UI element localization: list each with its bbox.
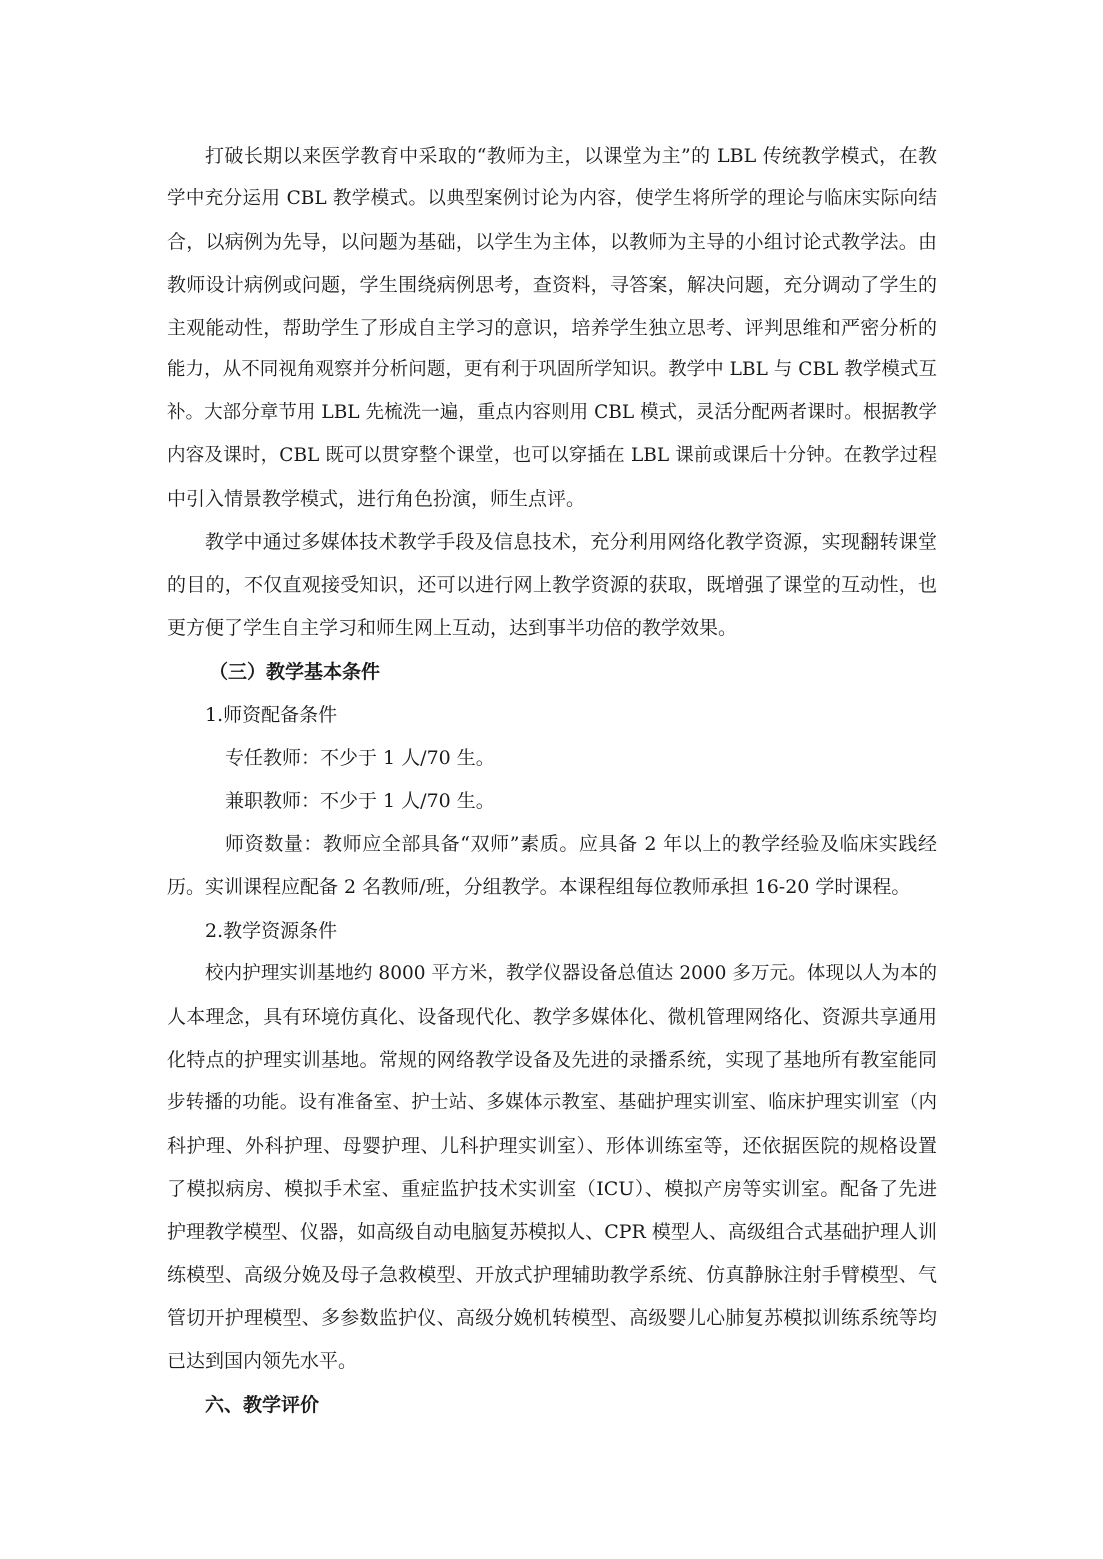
paragraph-line: 教师设计病例或问题，学生围绕病例思考，查资料，寻答案，解决问题，充分调动了学生的 — [167, 274, 937, 296]
paragraph-line: 步转播的功能。设有准备室、护士站、多媒体示教室、基础护理实训室、临床护理实训室（内 — [167, 1092, 937, 1113]
paragraph-line: 主观能动性，帮助学生了形成自主学习的意识，培养学生独立思考、评判思维和严密分析的 — [167, 317, 937, 339]
paragraph-line: 已达到国内领先水平。 — [167, 1350, 358, 1372]
paragraph-line: 护理教学模型、仪器，如高级自动电脑复苏模拟人、CPR 模型人、高级组合式基础护理人训 — [167, 1221, 937, 1243]
section-heading: （三）教学基本条件 — [209, 661, 381, 683]
paragraph-line: 历。实训课程应配备 2 名教师/班，分组教学。本课程组每位教师承担 16-20 学时课程。 — [167, 876, 911, 898]
paragraph-line: 人本理念，具有环境仿真化、设备现代化、教学多媒体化、微机管理网络化、资源共享通用 — [167, 1006, 937, 1028]
paragraph-line: 校内护理实训基地约 8000 平方米，教学仪器设备总值达 2000 多万元。体现以人为本的 — [205, 963, 937, 984]
paragraph-line: 中引入情景教学模式，进行角色扮演，师生点评。 — [167, 488, 586, 510]
paragraph-line: 打破长期以来医学教育中采取的“教师为主，以课堂为主”的 LBL 传统教学模式，在教 — [205, 145, 937, 167]
paragraph-line: 练模型、高级分娩及母子急救模型、开放式护理辅助教学系统、仿真静脉注射手臂模型、气 — [167, 1264, 937, 1286]
paragraph-line: 科护理、外科护理、母婴护理、儿科护理实训室）、形体训练室等，还依据医院的规格设置 — [167, 1135, 937, 1157]
paragraph-line: 的目的，不仅直观接受知识，还可以进行网上教学资源的获取，既增强了课堂的互动性，也 — [167, 574, 937, 596]
fulltime-teacher-text: 专任教师：不少于 1 人/70 生。 — [225, 747, 495, 769]
paragraph-line: 能力，从不同视角观察并分析问题，更有利于巩固所学知识。教学中 LBL 与 CBL 教学模式互 — [167, 359, 937, 380]
paragraph-line: 了模拟病房、模拟手术室、重症监护技术实训室（ICU）、模拟产房等实训室。配备了先进 — [167, 1178, 937, 1200]
paragraph-line: 管切开护理模型、多参数监护仪、高级分娩机转模型、高级婴儿心肺复苏模拟训练系统等均 — [167, 1307, 937, 1329]
paragraph-line: 学中充分运用 CBL 教学模式。以典型案例讨论为内容，使学生将所学的理论与临床实际向结 — [167, 188, 937, 209]
paragraph-line: 内容及课时，CBL 既可以贯穿整个课堂，也可以穿插在 LBL 课前或课后十分钟。在教学过程 — [167, 445, 937, 466]
subsection-title: 2.教学资源条件 — [205, 920, 338, 942]
paragraph-line: 教学中通过多媒体技术教学手段及信息技术，充分利用网络化教学资源，实现翻转课堂 — [205, 531, 937, 553]
paragraph-line: 更方便了学生自主学习和师生网上互动，达到事半功倍的教学效果。 — [167, 617, 738, 639]
subsection-title: 1.师资配备条件 — [205, 704, 338, 726]
paragraph-line: 师资数量：教师应全部具备“双师”素质。应具备 2 年以上的教学经验及临床实践经 — [225, 833, 937, 855]
paragraph-line: 化特点的护理实训基地。常规的网络教学设备及先进的录播系统，实现了基地所有教室能同 — [167, 1049, 937, 1071]
paragraph-line: 补。大部分章节用 LBL 先梳洗一遍，重点内容则用 CBL 模式，灵活分配两者课时。根据教学 — [167, 402, 937, 423]
section-heading: 六、教学评价 — [205, 1394, 320, 1416]
parttime-teacher-text: 兼职教师：不少于 1 人/70 生。 — [225, 790, 495, 812]
paragraph-line: 合，以病例为先导，以问题为基础，以学生为主体，以教师为主导的小组讨论式教学法。由 — [167, 231, 937, 253]
